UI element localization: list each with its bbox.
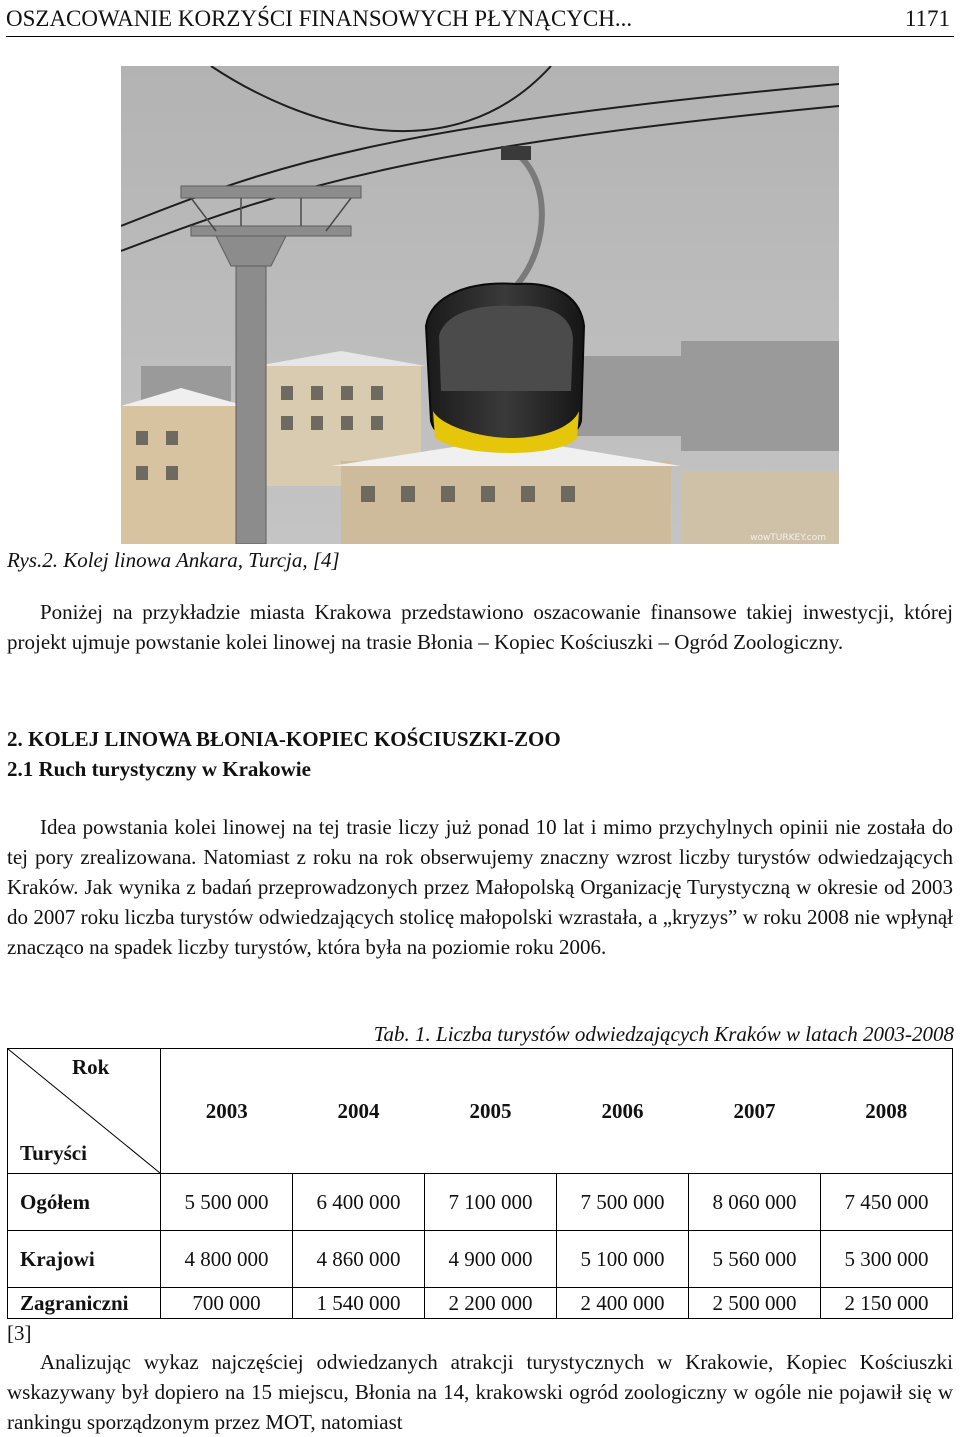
year-header: 2004: [293, 1049, 425, 1174]
table-corner-cell: [8, 1049, 161, 1174]
section-heading: 2. KOLEJ LINOWA BŁONIA-KOPIEC KOŚCIUSZKI-ZOO: [7, 727, 561, 751]
tourists-table: [7, 1048, 953, 1319]
running-title: OSZACOWANIE KORZYŚCI FINANSOWYCH PŁYNĄCYCH...: [6, 6, 633, 31]
year-header: 2005: [425, 1049, 557, 1174]
figure-caption: Rys.2. Kolej linowa Ankara, Turcja, [4]: [7, 548, 340, 572]
year-header: 2003: [161, 1049, 293, 1174]
table-cell: 2 150 000: [821, 1288, 953, 1319]
cable-car-illustration: [121, 66, 839, 544]
corner-label-year: Rok: [72, 1055, 110, 1079]
table-cell: 5 560 000: [689, 1231, 821, 1288]
table-cell: 2 500 000: [689, 1288, 821, 1319]
table-row-total: [8, 1174, 953, 1231]
year-header: 2007: [689, 1049, 821, 1174]
row-label: Zagraniczni: [8, 1288, 161, 1319]
corner-label-tourists: Turyści: [20, 1141, 87, 1165]
subsection-heading: 2.1 Ruch turystyczny w Krakowie: [7, 757, 311, 781]
table-cell: 5 300 000: [821, 1231, 953, 1288]
table-cell: 4 900 000: [425, 1231, 557, 1288]
table-row-domestic: [8, 1231, 953, 1288]
table-cell: 5 500 000: [161, 1174, 293, 1231]
table-cell: 7 450 000: [821, 1174, 953, 1231]
table-cell: 4 860 000: [293, 1231, 425, 1288]
body-paragraph-3: Analizując wykaz najczęściej odwiedzanych atrakcji turystycznych w Krakowie, Kopiec Kościuszki wskazywany był dopiero na 15 miejscu, Błonia na 14, krakowski ogród zoologiczny w ogóle nie pojawił się w rankingu sporządzonym przez MOT, natomiast: [7, 1350, 953, 1434]
row-label: Ogółem: [8, 1174, 161, 1231]
year-header: 2006: [557, 1049, 689, 1174]
table-caption: Tab. 1. Liczba turystów odwiedzających Kraków w latach 2003-2008: [373, 1022, 954, 1046]
table-reference: [3]: [7, 1321, 32, 1345]
table-cell: 7 100 000: [425, 1174, 557, 1231]
table-cell: 5 100 000: [557, 1231, 689, 1288]
table-row-foreign: [8, 1288, 953, 1319]
running-header: [6, 4, 954, 37]
intro-paragraph: Poniżej na przykładzie miasta Krakowa przedstawiono oszacowanie finansowe takiej inwestycji, której projekt ujmuje powstanie kolei linowej na trasie Błonia – Kopiec Kościuszki – Ogród Zoologiczny.: [7, 600, 953, 654]
table-cell: 2 200 000: [425, 1288, 557, 1319]
table-cell: 8 060 000: [689, 1174, 821, 1231]
page-number: 1171: [904, 6, 950, 31]
table-cell: 1 540 000: [293, 1288, 425, 1319]
cable-car-photo: [121, 66, 839, 544]
photo-watermark: wowTURKEY.com: [750, 533, 826, 543]
table-cell: 700 000: [161, 1288, 293, 1319]
row-label: Krajowi: [8, 1231, 161, 1288]
body-paragraph-2: Idea powstania kolei linowej na tej trasie liczy już ponad 10 lat i mimo przychylnych opinii nie została do tej pory zrealizowana. Natomiast z roku na rok obserwujemy znaczny wzrost liczby turystów odwiedzających Kraków. Jak wynika z badań przeprowadzonych przez Małopolską Organizację Turystyczną w okresie od 2003 do 2007 roku liczba turystów odwiedzających stolicę małopolski wzrastała, a „kryzys” w roku 2008 nie wpłynął znacząco na spadek liczby turystów, która była na poziomie roku 2006.: [7, 815, 953, 959]
table-cell: 6 400 000: [293, 1174, 425, 1231]
table-cell: 4 800 000: [161, 1231, 293, 1288]
year-header: 2008: [821, 1049, 953, 1174]
table-cell: 2 400 000: [557, 1288, 689, 1319]
table-header-row: [8, 1049, 953, 1174]
table-cell: 7 500 000: [557, 1174, 689, 1231]
